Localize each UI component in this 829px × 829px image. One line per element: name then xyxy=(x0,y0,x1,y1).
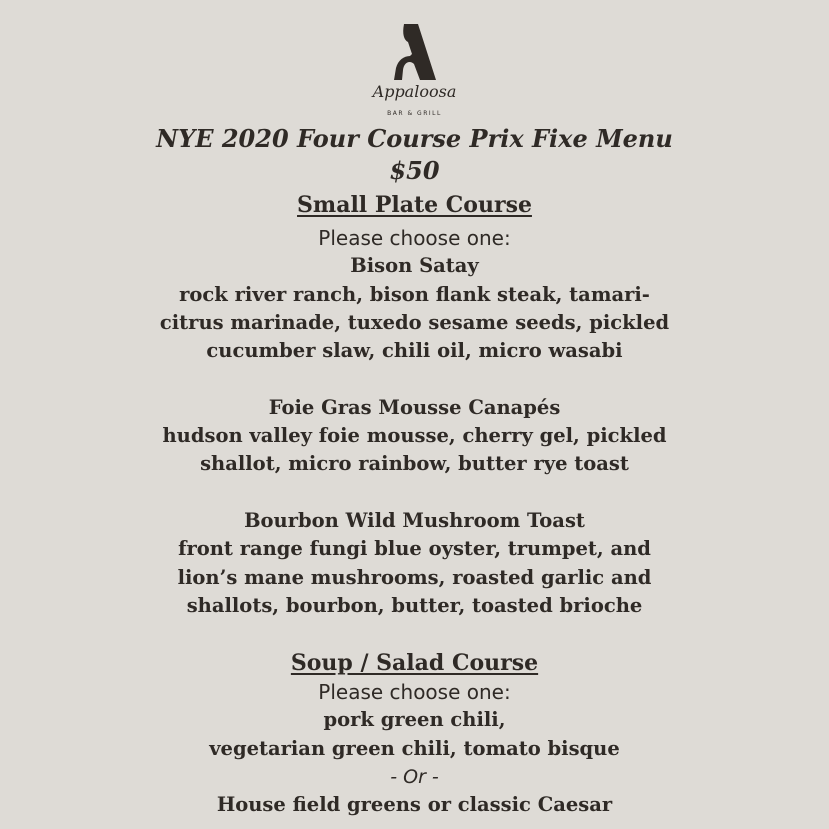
item-description-line: shallots, bourbon, butter, toasted brioche xyxy=(186,593,643,617)
choice-line: vegetarian green chili, tomato bisque xyxy=(209,736,620,760)
menu-price: $50 xyxy=(389,156,440,185)
brand-logo xyxy=(0,24,829,120)
menu-title: NYE 2020 Four Course Prix Fixe Menu xyxy=(156,124,673,153)
small-plate-section xyxy=(0,224,829,620)
section-heading-small-plate: Small Plate Course xyxy=(297,192,532,218)
horse-a-logo-icon xyxy=(390,24,440,82)
brand-subtitle: BAR & GRILL xyxy=(387,110,442,117)
section-instruction: Please choose one: xyxy=(318,680,511,704)
choice-line: pork green chili, xyxy=(323,708,506,732)
section-instruction: Please choose one: xyxy=(318,226,511,250)
section-heading-soup-salad: Soup / Salad Course xyxy=(290,650,539,676)
spacer xyxy=(0,479,829,507)
or-separator: - Or - xyxy=(390,765,439,788)
item-name: Foie Gras Mousse Canapés xyxy=(268,395,561,419)
item-name: Bourbon Wild Mushroom Toast xyxy=(244,508,585,532)
brand-name: Appaloosa xyxy=(372,82,457,101)
item-description-line: rock river ranch, bison flank steak, tamari- xyxy=(179,282,650,306)
spacer xyxy=(0,365,829,393)
item-description-line: hudson valley foie mousse, cherry gel, pickled xyxy=(162,424,667,448)
item-description-line: cucumber slaw, chili oil, micro wasabi xyxy=(206,339,623,363)
item-description-line: shallot, micro rainbow, butter rye toast xyxy=(200,452,629,476)
item-description-line: lion’s mane mushrooms, roasted garlic and xyxy=(177,565,652,589)
item-name: Bison Satay xyxy=(350,254,479,278)
item-description-line: front range fungi blue oyster, trumpet, and xyxy=(178,537,651,561)
soup-salad-section xyxy=(0,678,829,819)
alternative-line: House field greens or classic Caesar xyxy=(216,793,613,817)
item-description-line: citrus marinade, tuxedo sesame seeds, pickled xyxy=(159,310,670,334)
